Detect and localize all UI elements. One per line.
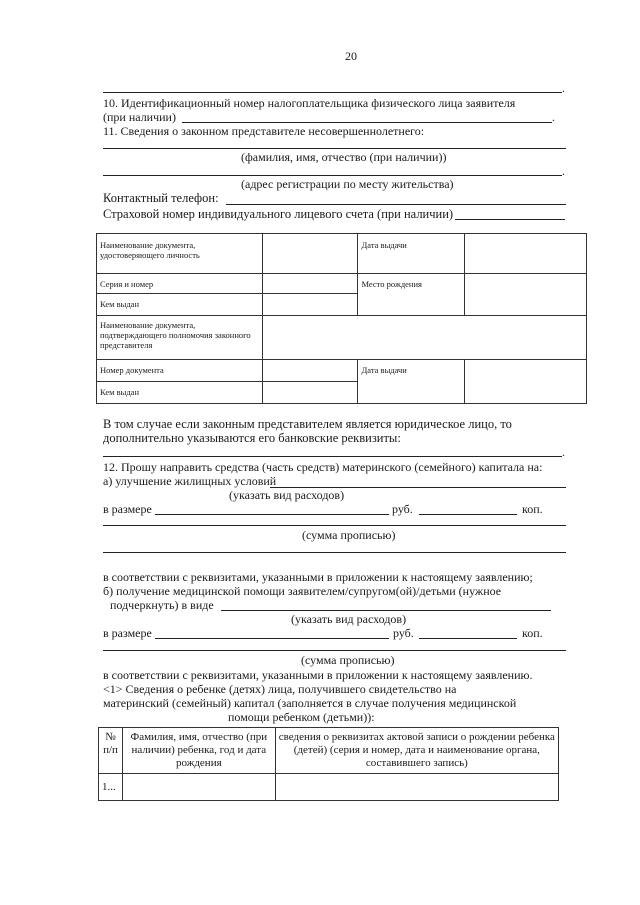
doc-number-label: Номер документа xyxy=(97,360,263,382)
child-name-cell[interactable] xyxy=(122,774,275,801)
birth-place-cell[interactable] xyxy=(465,274,587,316)
expense-caption: (указать вид расходов) xyxy=(229,488,345,502)
issue-date-label: Дата выдачи xyxy=(358,234,465,274)
fio-field[interactable] xyxy=(103,148,566,149)
rub-label: руб. xyxy=(392,502,413,516)
sum-caption-2: (сумма прописью) xyxy=(301,653,395,667)
amount-rub-field[interactable] xyxy=(155,514,389,515)
item-a-label: а) улучшение жилищных условий xyxy=(103,474,277,488)
sum-words-field[interactable] xyxy=(103,525,566,526)
inn-label-cont: (при наличии) xyxy=(103,110,176,124)
issued-by2-label: Кем выдан xyxy=(97,382,263,404)
inn-field[interactable] xyxy=(182,122,552,123)
amount-rub-field-2[interactable] xyxy=(155,638,389,639)
note-text-2: материнский (семейный) капитал (заполняется в случае получения медицинской xyxy=(103,696,517,710)
series-number-label: Серия и номер xyxy=(97,274,263,294)
note-text-3: помощи ребенком (детьми)): xyxy=(228,710,375,724)
amount-kop-field[interactable] xyxy=(419,514,517,515)
snils-field[interactable] xyxy=(455,219,565,220)
item-b-label: б) получение медицинской помощи заявителем/супругом(ой)/детьми (нужное xyxy=(103,584,502,598)
issue-date-cell[interactable] xyxy=(465,234,587,274)
phone-label: Контактный телефон: xyxy=(103,191,219,205)
phone-field[interactable] xyxy=(226,204,566,205)
section-11-title: 11. Сведения о законном представителе несовершеннолетнего: xyxy=(103,124,425,138)
section-12-title: 12. Прошу направить средства (часть средств) материнского (семейного) капитала на: xyxy=(103,460,543,474)
blank-line[interactable] xyxy=(103,92,562,93)
issued-by-label: Кем выдан xyxy=(97,294,263,316)
doc-name-label: Наименование документа, удостоверяющего личность xyxy=(97,234,263,274)
issue-date2-label: Дата выдачи xyxy=(358,360,465,404)
rub-label-2: руб. xyxy=(393,626,414,640)
address-field[interactable] xyxy=(103,175,562,176)
bank-details-field[interactable] xyxy=(103,456,562,457)
snils-label: Страховой номер индивидуального лицевого счета (при наличии) xyxy=(103,207,454,221)
authority-doc-cell[interactable] xyxy=(262,316,586,360)
representative-doc-table xyxy=(96,233,587,404)
sum-words-field-3[interactable] xyxy=(103,650,566,651)
row-number: 1... xyxy=(99,774,123,801)
address-caption: (адрес регистрации по месту жительства) xyxy=(241,177,454,191)
issued-by2-cell[interactable] xyxy=(262,382,358,404)
inn-label: 10. Идентификационный номер налогоплательщика физического лица заявителя xyxy=(103,96,516,110)
legal-entity-text-cont: дополнительно указываются его банковские реквизиты: xyxy=(103,431,401,445)
sum-words-field-2[interactable] xyxy=(103,552,566,553)
col-name-header: Фамилия, имя, отчество (при наличии) ребенка, год и дата рождения xyxy=(122,728,275,774)
authority-doc-label: Наименование документа, подтверждающего полномочия законного представителя xyxy=(97,316,263,360)
series-number-cell[interactable] xyxy=(262,274,358,294)
children-table xyxy=(98,727,559,801)
amount-label: в размере xyxy=(103,502,152,516)
legal-entity-text: В том случае если законным представителем является юридическое лицо, то xyxy=(103,417,512,431)
col-number-header: № п/п xyxy=(99,728,123,774)
amount-kop-field-2[interactable] xyxy=(419,638,517,639)
issued-by-cell[interactable] xyxy=(262,294,358,316)
kop-label-2: коп. xyxy=(522,626,543,640)
issue-date2-cell[interactable] xyxy=(465,360,587,404)
kop-label: коп. xyxy=(522,502,543,516)
accordance-text-2: в соответствии с реквизитами, указанными в приложении к настоящему заявлению. xyxy=(103,668,533,682)
accordance-text: в соответствии с реквизитами, указанными в приложении к настоящему заявлению; xyxy=(103,570,533,584)
doc-name-cell[interactable] xyxy=(262,234,358,274)
amount-label-2: в размере xyxy=(103,626,152,640)
birth-place-label: Место рождения xyxy=(358,274,465,316)
item-b-field[interactable] xyxy=(221,610,551,611)
expense-caption-2: (указать вид расходов) xyxy=(291,612,407,626)
sum-caption: (сумма прописью) xyxy=(302,528,396,542)
note-text: <1> Сведения о ребенке (детях) лица, получившего свидетельство на xyxy=(103,682,457,696)
item-b-label-cont: подчеркнуть) в виде xyxy=(110,598,214,612)
fio-caption: (фамилия, имя, отчество (при наличии)) xyxy=(241,150,447,164)
doc-number-cell[interactable] xyxy=(262,360,358,382)
birth-record-cell[interactable] xyxy=(275,774,558,801)
page-number: 20 xyxy=(345,49,357,63)
col-record-header: сведения о реквизитах актовой записи о рождении ребенка (детей) (серия и номер, дата и наименование органа, составившего запись) xyxy=(275,728,558,774)
